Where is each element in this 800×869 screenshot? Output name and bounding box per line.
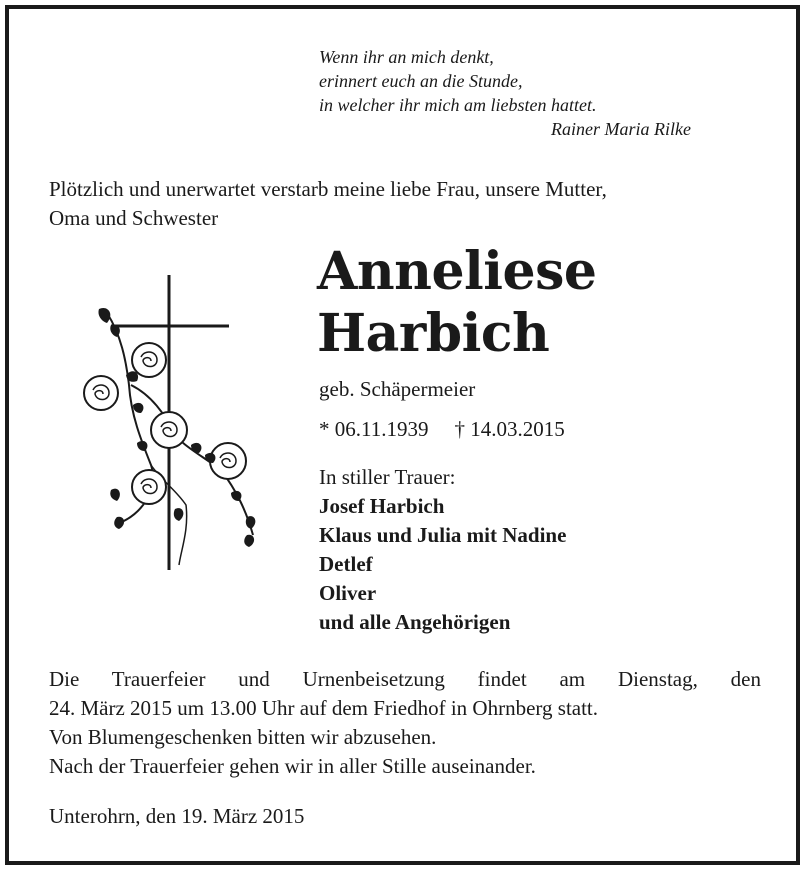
- intro-line: Plötzlich und unerwartet verstarb meine liebe Frau, unsere Mutter,: [49, 177, 607, 201]
- intro-text: [49, 175, 779, 233]
- death-date: † 14.03.2015: [454, 417, 565, 441]
- info-line: Die Trauerfeier und Urnenbeisetzung findet am Dienstag, den: [49, 667, 761, 691]
- info-line: Nach der Trauerfeier gehen wir in aller Stille auseinander.: [49, 754, 536, 778]
- info-line: Von Blumengeschenken bitten wir abzusehen.: [49, 725, 437, 749]
- intro-line: Oma und Schwester: [49, 206, 219, 230]
- birth-name: geb. Schäpermeier: [319, 377, 476, 401]
- birth-date: * 06.11.1939: [319, 417, 429, 441]
- mourner-name: und alle Angehörigen: [319, 610, 511, 634]
- mourners-label: In stiller Trauer:: [319, 465, 456, 489]
- poem-author: Rainer Maria Rilke: [551, 119, 691, 139]
- mourner-name: Josef Harbich: [319, 494, 445, 518]
- life-dates: [319, 415, 565, 443]
- mourner-name: Klaus und Julia mit Nadine: [319, 523, 567, 547]
- obituary-notice: [5, 5, 800, 865]
- first-name: Anneliese: [317, 241, 597, 302]
- mourner-name: Detlef: [319, 552, 373, 576]
- poem-line: erinnert euch an die Stunde,: [319, 71, 523, 91]
- rilke-poem: [319, 45, 699, 141]
- deceased-name: [317, 241, 597, 365]
- info-line: 24. März 2015 um 13.00 Uhr auf dem Friedhof in Ohrnberg statt.: [49, 696, 599, 720]
- place-and-date: Unterohrn, den 19. März 2015: [49, 804, 305, 828]
- ceremony-info: [49, 665, 761, 781]
- poem-line: in welcher ihr mich am liebsten hattet.: [319, 95, 597, 115]
- mourners-list: [319, 463, 566, 637]
- last-name: Harbich: [317, 303, 550, 364]
- poem-line: Wenn ihr an mich denkt,: [319, 47, 494, 67]
- mourner-name: Oliver: [319, 581, 377, 605]
- cross-with-roses-icon: [71, 265, 271, 575]
